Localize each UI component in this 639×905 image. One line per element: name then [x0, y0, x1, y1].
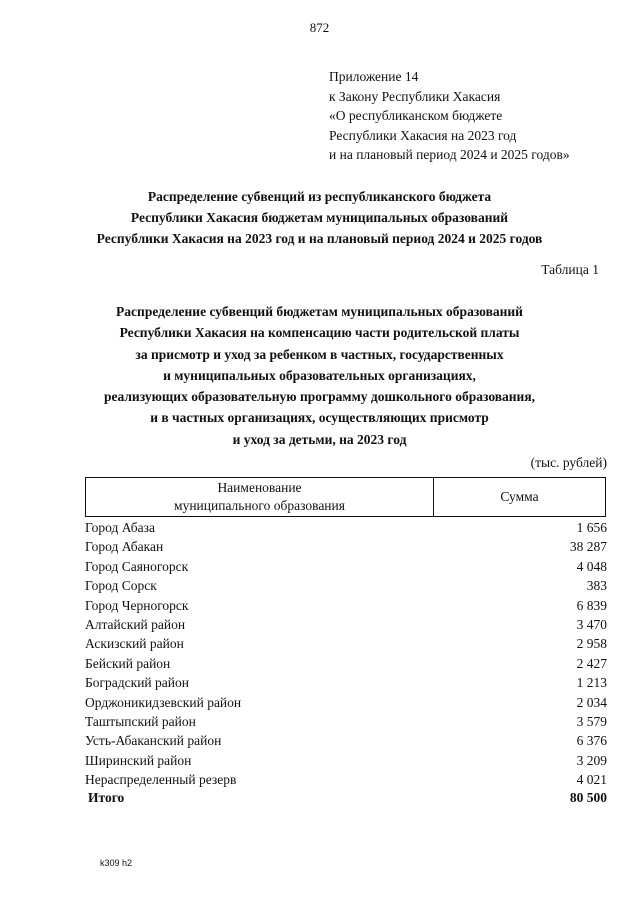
table-title-line: реализующих образовательную программу дошкольного образования, — [103, 389, 536, 405]
main-title-line: Распределение субвенций из республиканского бюджета — [147, 189, 492, 204]
row-value: 383 — [586, 578, 607, 594]
footer-code: k309 h2 — [100, 858, 133, 868]
table-title-line: Распределение субвенций бюджетам муниципальных образований — [116, 304, 523, 319]
appendix-line: «О республиканском бюджете — [329, 108, 503, 123]
row-value: 6 376 — [576, 733, 607, 749]
row-name: Усть-Абаканский район — [85, 733, 222, 749]
table-title — [0, 301, 639, 450]
table-row — [85, 673, 607, 692]
appendix-line: Республики Хакасия на 2023 год — [329, 127, 517, 143]
row-name: Таштыпский район — [85, 713, 196, 729]
appendix-line: и на плановый период 2024 и 2025 годов» — [329, 147, 570, 162]
appendix-line: Приложение 14 — [329, 69, 419, 84]
header-name-line: муниципального образования — [174, 498, 345, 513]
row-value: 3 209 — [576, 752, 607, 768]
row-name: Город Черногорск — [85, 597, 189, 613]
row-name: Город Саяногорск — [85, 558, 189, 574]
table-title-line: Республики Хакасия на компенсацию части родительской платы — [119, 325, 520, 341]
table-row — [85, 557, 607, 576]
header-name-line: Наименование — [217, 480, 302, 495]
row-value: 2 034 — [576, 694, 607, 710]
main-title — [0, 186, 639, 249]
table-title-line: и муниципальных образовательных организациях, — [163, 367, 476, 383]
header-sum-column: Сумма — [500, 489, 539, 504]
appendix-block — [329, 67, 570, 165]
row-name: Бейский район — [85, 655, 171, 671]
table-row — [85, 634, 607, 653]
table-row — [85, 770, 607, 789]
row-name: Боградский район — [85, 675, 189, 691]
table-row — [85, 712, 607, 731]
table-header — [85, 477, 606, 517]
row-name: Орджоникидзевский район — [85, 694, 242, 710]
table-row — [85, 596, 607, 615]
row-value: 4 021 — [576, 772, 607, 788]
row-value: 2 958 — [576, 636, 607, 652]
table-body — [85, 518, 607, 789]
row-name: Город Сорск — [85, 578, 157, 594]
row-name: Ширинский район — [85, 752, 192, 768]
total-label: Итого — [88, 790, 125, 805]
row-value: 2 427 — [576, 655, 607, 671]
main-title-line: Республики Хакасия на 2023 год и на плановый период 2024 и 2025 годов — [96, 231, 543, 246]
row-name: Нераспределенный резерв — [85, 772, 237, 788]
row-value: 6 839 — [576, 597, 607, 613]
table-row — [85, 615, 607, 634]
row-name: Город Абакан — [85, 539, 164, 555]
table-row — [85, 576, 607, 595]
table-row — [85, 731, 607, 750]
table-row — [85, 654, 607, 673]
row-value: 38 287 — [569, 539, 607, 555]
row-value: 1 213 — [576, 675, 607, 691]
row-name: Аскизский район — [85, 636, 184, 652]
page-number: 872 — [309, 20, 330, 35]
appendix-line: к Закону Республики Хакасия — [329, 88, 501, 104]
row-value: 3 470 — [576, 616, 607, 632]
table-title-line: и уход за детьми, на 2023 год — [232, 431, 407, 447]
total-value: 80 500 — [569, 790, 607, 805]
table-label: Таблица 1 — [541, 262, 599, 277]
table-row — [85, 518, 607, 537]
row-name: Алтайский район — [85, 616, 186, 632]
row-value: 4 048 — [576, 558, 607, 574]
table-row — [85, 537, 607, 556]
header-name-column — [86, 478, 434, 516]
row-name: Город Абаза — [85, 520, 155, 535]
total-row — [88, 790, 607, 806]
row-value: 3 579 — [576, 713, 607, 729]
table-title-line: за присмотр и уход за ребенком в частных, государственных — [135, 346, 504, 362]
units-label: (тыс. рублей) — [530, 455, 607, 470]
table-title-line: и в частных организациях, осуществляющих присмотр — [150, 410, 489, 426]
main-title-line: Республики Хакасия бюджетам муниципальных образований — [130, 210, 509, 225]
row-value: 1 656 — [576, 520, 607, 535]
table-row — [85, 751, 607, 770]
table-row — [85, 693, 607, 712]
